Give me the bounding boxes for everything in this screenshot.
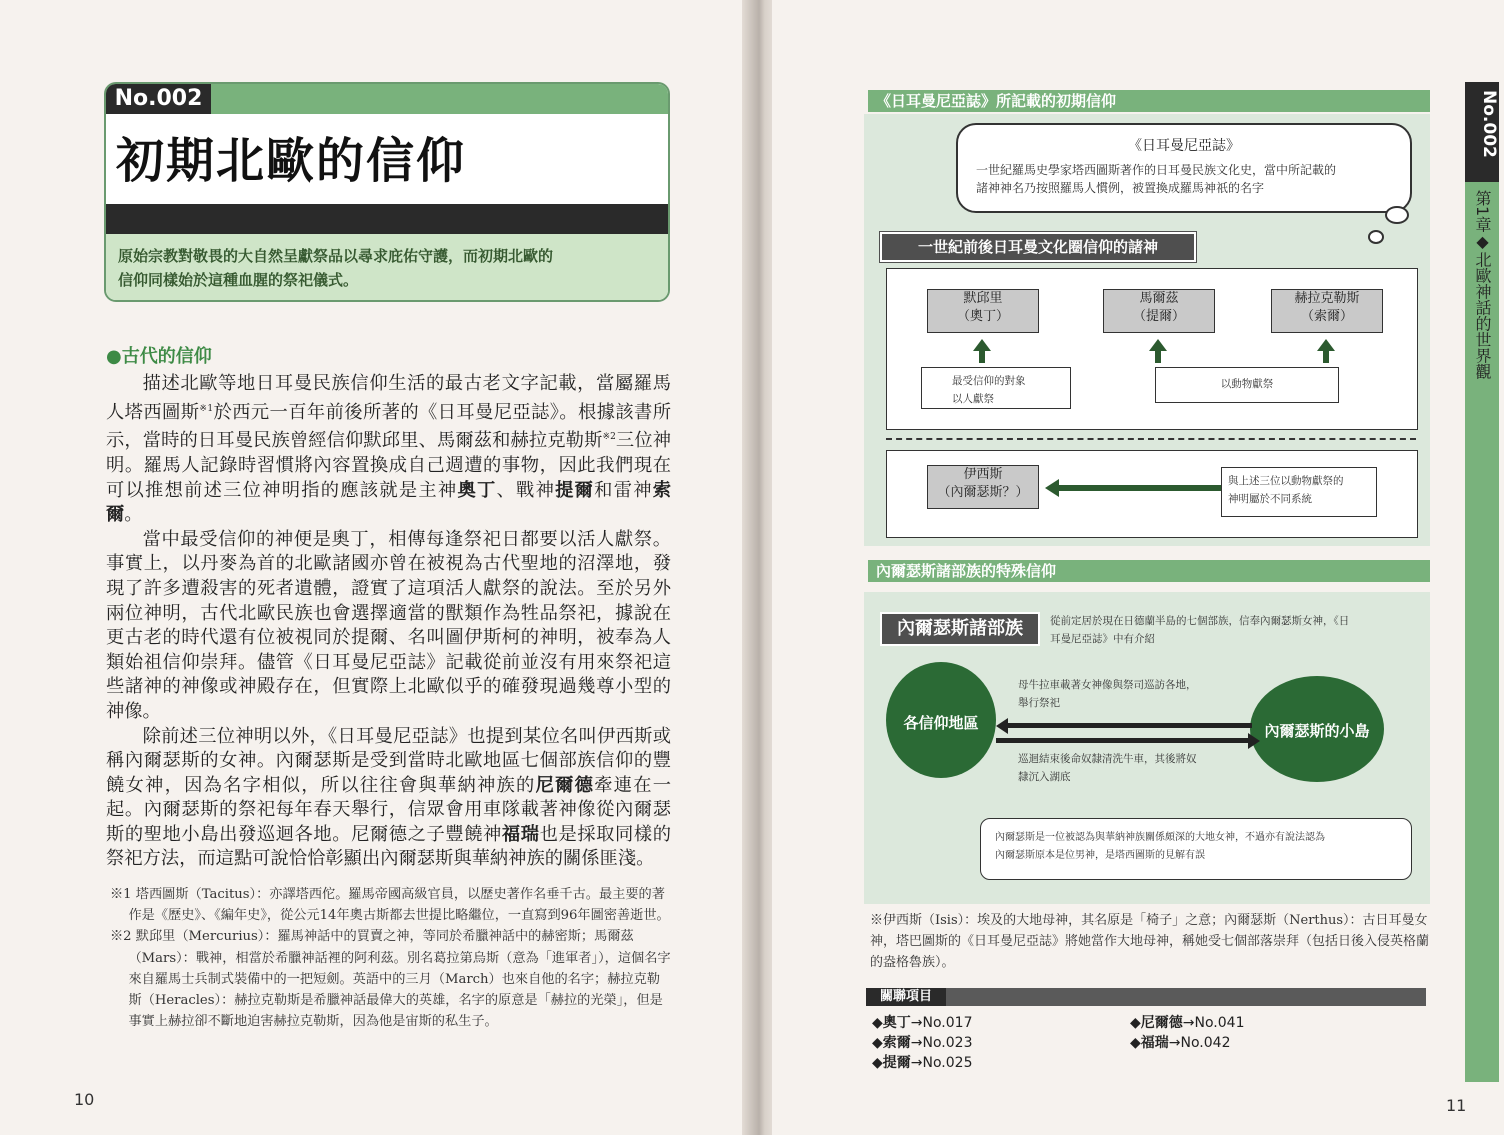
footnote-1: ※1 塔西圖斯（Tacitus）：亦譯塔西佗。羅馬帝國高級官員，以歷史著作名垂千古。最主要的著作是《歷史》、《編年史》，從公元14年奧古斯都去世提比略繼位，一直寫到96年圖密善逝世。 [110,887,670,924]
arrow-bottom-caption: 巡迴結束後命奴隸清洗牛車，其後將奴 隸沉入湖底 [1018,753,1197,783]
arrow-bottom-line [996,738,1250,743]
arrow-up-icon [973,339,991,351]
gods-panel [886,268,1418,430]
speech-bubble [956,123,1412,213]
arrow-top-line [1006,723,1252,728]
paragraph-2: 當中最受信仰的神便是奧丁，相傳每逢祭祀日都要以活人獻祭。事實上，以丹麥為首的北歐諸國亦曾在被視為古代聖地的沼澤地，發現了許多遭殺害的死者遺體，證實了這項活人獻祭的說法。至於另外兩位神明，古代北歐民族也會選擇適當的獸類作為牲品祭祀，據說在更古老的時代還有位被視同於提爾、名叫圖伊斯柯的神明，被奉為人類始祖信仰崇拜。儘管《日耳曼尼亞誌》記載從前並沒有用來祭祀這些諸神的神像或神殿存在，但實際上北歐似乎的確發現過幾尊小型的神像。 [106,528,671,722]
entry-number: No.002 [106,84,211,114]
nerthus-note: 內爾瑟斯是一位被認為與華納神族關係頗深的大地女神，不過亦有說法認為 內爾瑟斯原本是位男神，是塔西圖斯的見解有誤 [980,818,1412,880]
section-bar-1: 《日耳曼尼亞誌》所記載的初期信仰 [868,90,1430,112]
arrow-up-icon [1149,339,1167,351]
gods-label: 一世紀前後日耳曼文化圈信仰的諸神 [880,232,1196,262]
summary-text: 原始宗教對敬畏的大自然呈獻祭品以尋求庇佑守護，而初期北歐的 信仰同樣始於這種血腥的祭祀儀式。 [118,247,554,289]
arrow-right-icon [1248,733,1260,749]
bubble-tail-1 [1385,206,1409,224]
footnote-mark-2: ※2 [602,432,616,443]
page-number-right: 11 [1446,1096,1467,1115]
dashed-divider [886,438,1416,440]
summary-box [106,234,668,300]
god-node-mars: 馬爾茲 （提爾） [1103,289,1215,333]
paragraph-1: 描述北歐等地日耳曼民族信仰生活的最古老文字記載，當屬羅馬人塔西圖斯$^{※1}$於西元一百年前後所著的《日耳曼尼亞誌》。根據該書所示，當時的日耳曼民族曾經信仰默邱里、馬爾茲和赫拉克勒斯$^{※2}$三位神明。羅馬人記錄時習慣將內容置換成自己週遭的事物，因此我們現在可以推想前述三位神明指的應該就是主神奧丁、戰神提爾和雷神索爾。 [106,373,672,526]
god-node-mercurius: 默邱里 （奧丁） [927,289,1039,333]
related-title: 關聯項目 [866,988,946,1006]
sidebar-number: No.002 [1479,90,1499,158]
title-underbar [106,204,668,234]
oval-regions: 各信仰地區 [886,662,996,778]
related-link[interactable]: ◆福瑞→No.042 [1130,1035,1231,1051]
chapter-sidebar [1465,82,1499,1082]
sidebar-chapter: 第1章◆北歐神話的世界觀 [1473,190,1492,380]
arrow-stem [1323,351,1329,363]
arrow-top-caption: 母牛拉車載著女神像與祭司巡訪各地， 舉行祭祀 [1018,679,1197,709]
related-link[interactable]: ◆尼爾德→No.041 [1130,1015,1245,1031]
bubble-title: 《日耳曼尼亞誌》 [1128,138,1240,154]
paragraph-3: 除前述三位神明以外，《日耳曼尼亞誌》也提到某位名叫伊西斯或稱內爾瑟斯的女神。內爾瑟斯是受到當時北歐地區七個部族信仰的豐饒女神，因為名字相似，所以往往會與華納神族的尼爾德牽連在一起。內爾瑟斯的祭祀每年春天舉行，信眾會用車隊載著神像從內爾瑟斯的聖地小島出發巡迴各地。尼爾德之子豐饒神福瑞也是採取同樣的祭祀方法，而這點可說恰恰彰顯出內爾瑟斯與華納神族的關係匪淺。 [106,725,672,870]
bubble-tail-2 [1368,230,1384,244]
note-different-system: 與上述三位以動物獻祭的 神明屬於不同系統 [1221,467,1377,517]
body-text [106,372,671,872]
tribes-description: 從前定居於現在日德蘭半島的七個部族，信奉內爾瑟斯女神，《日 耳曼尼亞誌》中有介紹 [1050,615,1350,645]
chapter-header [104,82,670,302]
sidebar-number-box [1465,82,1499,182]
footnote-2: ※2 默邱里（Mercurius）：羅馬神話中的買賣之神，等同於希臘神話中的赫密斯；馬爾茲（Mars）：戰神，相當於希臘神話裡的阿利茲。別名葛拉第烏斯（意為「進軍者」），這個名字來自羅馬士兵制式裝備中的一把短劍。英語中的三月（March）也來自他的名字；赫拉克勒斯（Heracles）：赫拉克勒斯是希臘神話最偉大的英雄，名字的原意是「赫拉的光榮」，但是事實上赫拉卻不斷地迫害赫拉克勒斯，因為他是宙斯的私生子。 [110,929,671,1030]
bubble-text: 一世紀羅馬史學家塔西圖斯著作的日耳曼民族文化史，當中所記載的 諸神神名乃按照羅馬人慣例，被置換成羅馬神祇的名字 [976,163,1337,195]
oval-island: 內爾瑟斯的小島 [1250,676,1384,782]
arrow-left-stem [1057,485,1223,491]
page-number-left: 10 [74,1090,95,1109]
isis-node: 伊西斯 （內爾瑟斯？） [927,465,1039,509]
section-bar-2: 內爾瑟斯諸部族的特殊信仰 [868,560,1430,582]
god-node-heracles: 赫拉克勒斯 （索爾） [1271,289,1383,333]
left-page [0,0,750,1135]
section-heading: ●古代的信仰 [106,346,212,367]
tribes-label: 內爾瑟斯諸部族 [880,612,1040,646]
chapter-title: 初期北歐的信仰 [116,133,467,189]
isis-panel [886,450,1418,538]
footnote-mark-1: ※1 [199,403,214,414]
arrow-stem [1155,351,1161,363]
related-link[interactable]: ◆索爾→No.023 [872,1035,973,1051]
footnotes [110,884,672,1032]
related-bar [866,988,1426,1006]
arrow-up-icon [1317,339,1335,351]
related-link[interactable]: ◆奧丁→No.017 [872,1015,973,1031]
related-link[interactable]: ◆提爾→No.025 [872,1055,973,1071]
note-human-sacrifice: 最受信仰的對象 以人獻祭 [921,367,1071,409]
arrow-stem [979,351,985,363]
note-animal-sacrifice: 以動物獻祭 [1155,367,1339,403]
right-footnote: ※伊西斯（Isis）：埃及的大地母神，其名原是「椅子」之意；內爾瑟斯（Nerthus）：古日耳曼女神，塔巴圖斯的《日耳曼尼亞誌》將她當作大地母神，稱她受七個部落崇拜（包括日後入侵英格蘭的盎格魯族）。 [870,913,1430,970]
